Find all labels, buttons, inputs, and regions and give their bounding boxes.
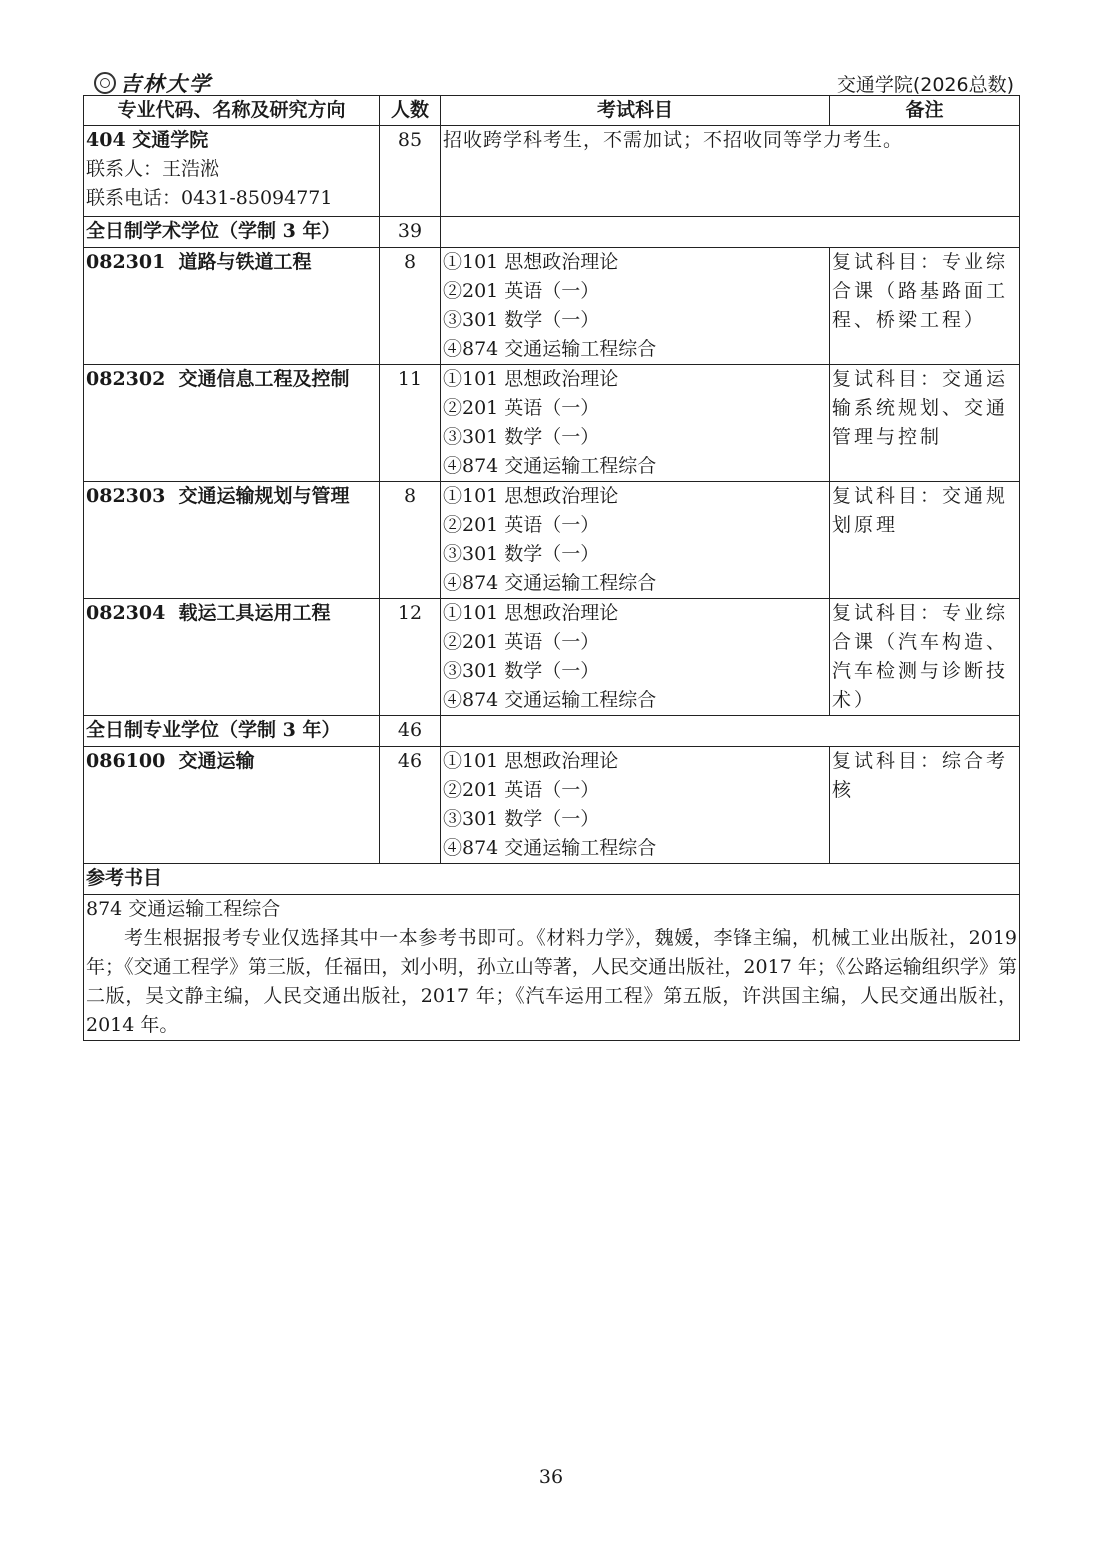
subject-item: ④874 交通运输工程综合 [443,689,657,711]
page-header [84,66,1018,94]
section-empty-academic [441,217,1020,248]
program-remark: 复试科目：综合考核 [830,747,1020,864]
program-name: 082303 交通运输规划与管理 [84,482,380,599]
subject-item: ③301 数学（一） [443,309,600,331]
program-count: 11 [380,365,441,482]
college-info [84,126,380,217]
col-header-subjects: 考试科目 [441,96,830,126]
program-subjects [441,248,830,365]
subject-item: ④874 交通运输工程综合 [443,837,657,859]
program-subjects [441,365,830,482]
col-header-count: 人数 [380,96,441,126]
references-body-row [84,895,1020,1041]
university-logo [94,68,212,98]
program-count: 8 [380,248,441,365]
college-phone: 联系电话：0431-85094771 [86,187,333,209]
program-count: 8 [380,482,441,599]
table-header-row [84,96,1020,126]
college-contact: 联系人：王浩淞 [86,158,220,180]
program-name: 082302 交通信息工程及控制 [84,365,380,482]
subject-item: ②201 英语（一） [443,631,600,653]
program-remark: 复试科目：专业综合课（路基路面工程、桥梁工程） [830,248,1020,365]
logo-text: 吉林大学 [120,71,212,96]
program-row [84,599,1020,716]
references-heading: 参考书目 [84,864,1020,895]
section-count-academic: 39 [380,217,441,248]
program-row [84,365,1020,482]
section-label-academic: 全日制学术学位（学制 3 年） [84,217,380,248]
subject-item: ③301 数学（一） [443,543,600,565]
subject-item: ④874 交通运输工程综合 [443,455,657,477]
program-row [84,747,1020,864]
program-remark: 复试科目：专业综合课（汽车构造、汽车检测与诊断技术） [830,599,1020,716]
subject-item: ①101 思想政治理论 [443,602,619,624]
references-text: 考生根据报考专业仅选择其中一本参考书即可。《材料力学》，魏媛，李锋主编，机械工业出版社，2019 年；《交通工程学》第三版，任福田，刘小明，孙立山等著，人民交通出版社，2017 年；《公路运输组织学》第二版，吴文静主编，人民交通出版社，2017 年；《汽车运用工程》第五版，许洪国主编，人民交通出版社，2014 年。 [86,927,1017,1036]
section-empty-professional [441,716,1020,747]
college-row [84,126,1020,217]
program-name: 086100 交通运输 [84,747,380,864]
subject-item: ①101 思想政治理论 [443,485,619,507]
subject-item: ①101 思想政治理论 [443,251,619,273]
program-row [84,248,1020,365]
program-remark: 复试科目：交通运输系统规划、交通管理与控制 [830,365,1020,482]
subject-item: ③301 数学（一） [443,426,600,448]
subject-item: ③301 数学（一） [443,808,600,830]
subject-item: ①101 思想政治理论 [443,368,619,390]
college-count: 85 [380,126,441,217]
program-subjects [441,482,830,599]
col-header-remarks: 备注 [830,96,1020,126]
program-name: 082301 道路与铁道工程 [84,248,380,365]
program-count: 46 [380,747,441,864]
section-row-academic [84,217,1020,248]
program-remark: 复试科目：交通规划原理 [830,482,1020,599]
program-subjects [441,747,830,864]
page-number: 36 [538,1466,564,1488]
seal-icon [94,72,116,94]
section-count-professional: 46 [380,716,441,747]
subject-item: ③301 数学（一） [443,660,600,682]
program-name: 082304 载运工具运用工程 [84,599,380,716]
references-subject: 874 交通运输工程综合 [86,898,281,920]
subject-item: ②201 英语（一） [443,779,600,801]
subject-item: ①101 思想政治理论 [443,750,619,772]
section-label-professional: 全日制专业学位（学制 3 年） [84,716,380,747]
program-subjects [441,599,830,716]
subject-item: ④874 交通运输工程综合 [443,572,657,594]
references-body [84,895,1020,1041]
references-heading-row [84,864,1020,895]
subject-item: ②201 英语（一） [443,397,600,419]
subject-item: ④874 交通运输工程综合 [443,338,657,360]
college-note: 招收跨学科考生，不需加试；不招收同等学力考生。 [441,126,1020,217]
college-name: 404 交通学院 [86,129,209,151]
section-row-professional [84,716,1020,747]
col-header-major: 专业代码、名称及研究方向 [84,96,380,126]
subject-item: ②201 英语（一） [443,280,600,302]
program-row [84,482,1020,599]
program-count: 12 [380,599,441,716]
admissions-table [83,95,1020,1041]
header-title: 交通学院(2026总数) [836,74,1014,96]
subject-item: ②201 英语（一） [443,514,600,536]
